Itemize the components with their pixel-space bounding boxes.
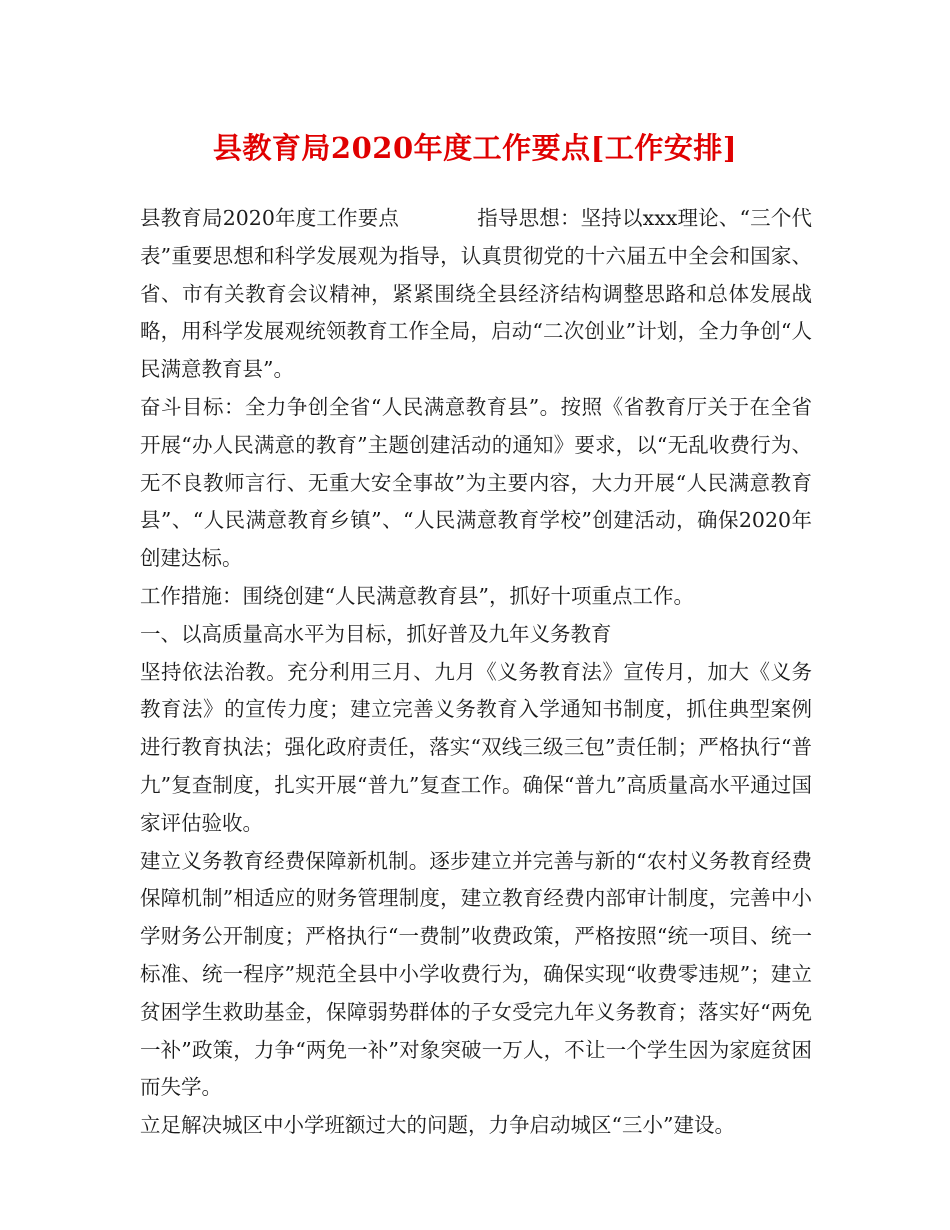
document-title: 县教育局2020年度工作要点[工作安排] <box>212 131 738 165</box>
paragraph-measures: 工作措施：围绕创建“人民满意教育县”，抓好十项重点工作。 <box>140 583 694 608</box>
document-body <box>140 200 812 1145</box>
paragraph-law: 坚持依法治教。充分利用三月、九月《义务教育法》宣传月，加大《义务教育法》的宣传力度；建立完善义务教育入学通知书制度，抓住典型案例进行教育执法；强化政府责任，落实“双线三级三包”责任制；严格执行“普九”复查制度，扎实开展“普九”复查工作。确保“普九”高质量高水平通过国家评估验收。 <box>140 659 812 835</box>
paragraph-class-size: 立足解决城区中小学班额过大的问题，力争启动城区“三小”建设。 <box>140 1113 735 1138</box>
paragraph-text: 指导思想：坚持以xxx理论、“三个代表”重要思想和科学发展观为指导，认真贯彻党的十六届五中全会和国家、省、市有关教育会议精神，紧紧围绕全县经济结构调整思路和总体发展战略，用科学发展观统领教育工作全局，启动“二次创业”计划，全力争创“人民满意教育县”。 <box>140 206 813 382</box>
paragraph-guiding-ideology <box>140 200 812 389</box>
section-heading-1: 一、以高质量高水平为目标，抓好普及九年义务教育 <box>140 621 612 646</box>
intro-heading: 县教育局2020年度工作要点 <box>140 206 400 230</box>
paragraph-goal: 奋斗目标：全力争创全省“人民满意教育县”。按照《省教育厅关于在全省开展“办人民满意的教育”主题创建活动的通知》要求，以“无乱收费行为、无不良教师言行、无重大安全事故”为主要内容，大力开展“人民满意教育县”、“人民满意教育乡镇”、“人民满意教育学校”创建活动，确保2020年创建达标。 <box>140 394 812 571</box>
paragraph-funding: 建立义务教育经费保障新机制。逐步建立并完善与新的“农村义务教育经费保障机制”相适应的财务管理制度，建立教育经费内部审计制度，完善中小学财务公开制度；严格执行“一费制”收费政策，严格按照“统一项目、统一标准、统一程序”规范全县中小学收费行为，确保实现“收费零违规”；建立贫困学生救助基金，保障弱势群体的子女受完九年义务教育；落实好“两免一补”政策，力争“两免一补”对象突破一万人，不让一个学生因为家庭贫困而失学。 <box>140 848 812 1100</box>
